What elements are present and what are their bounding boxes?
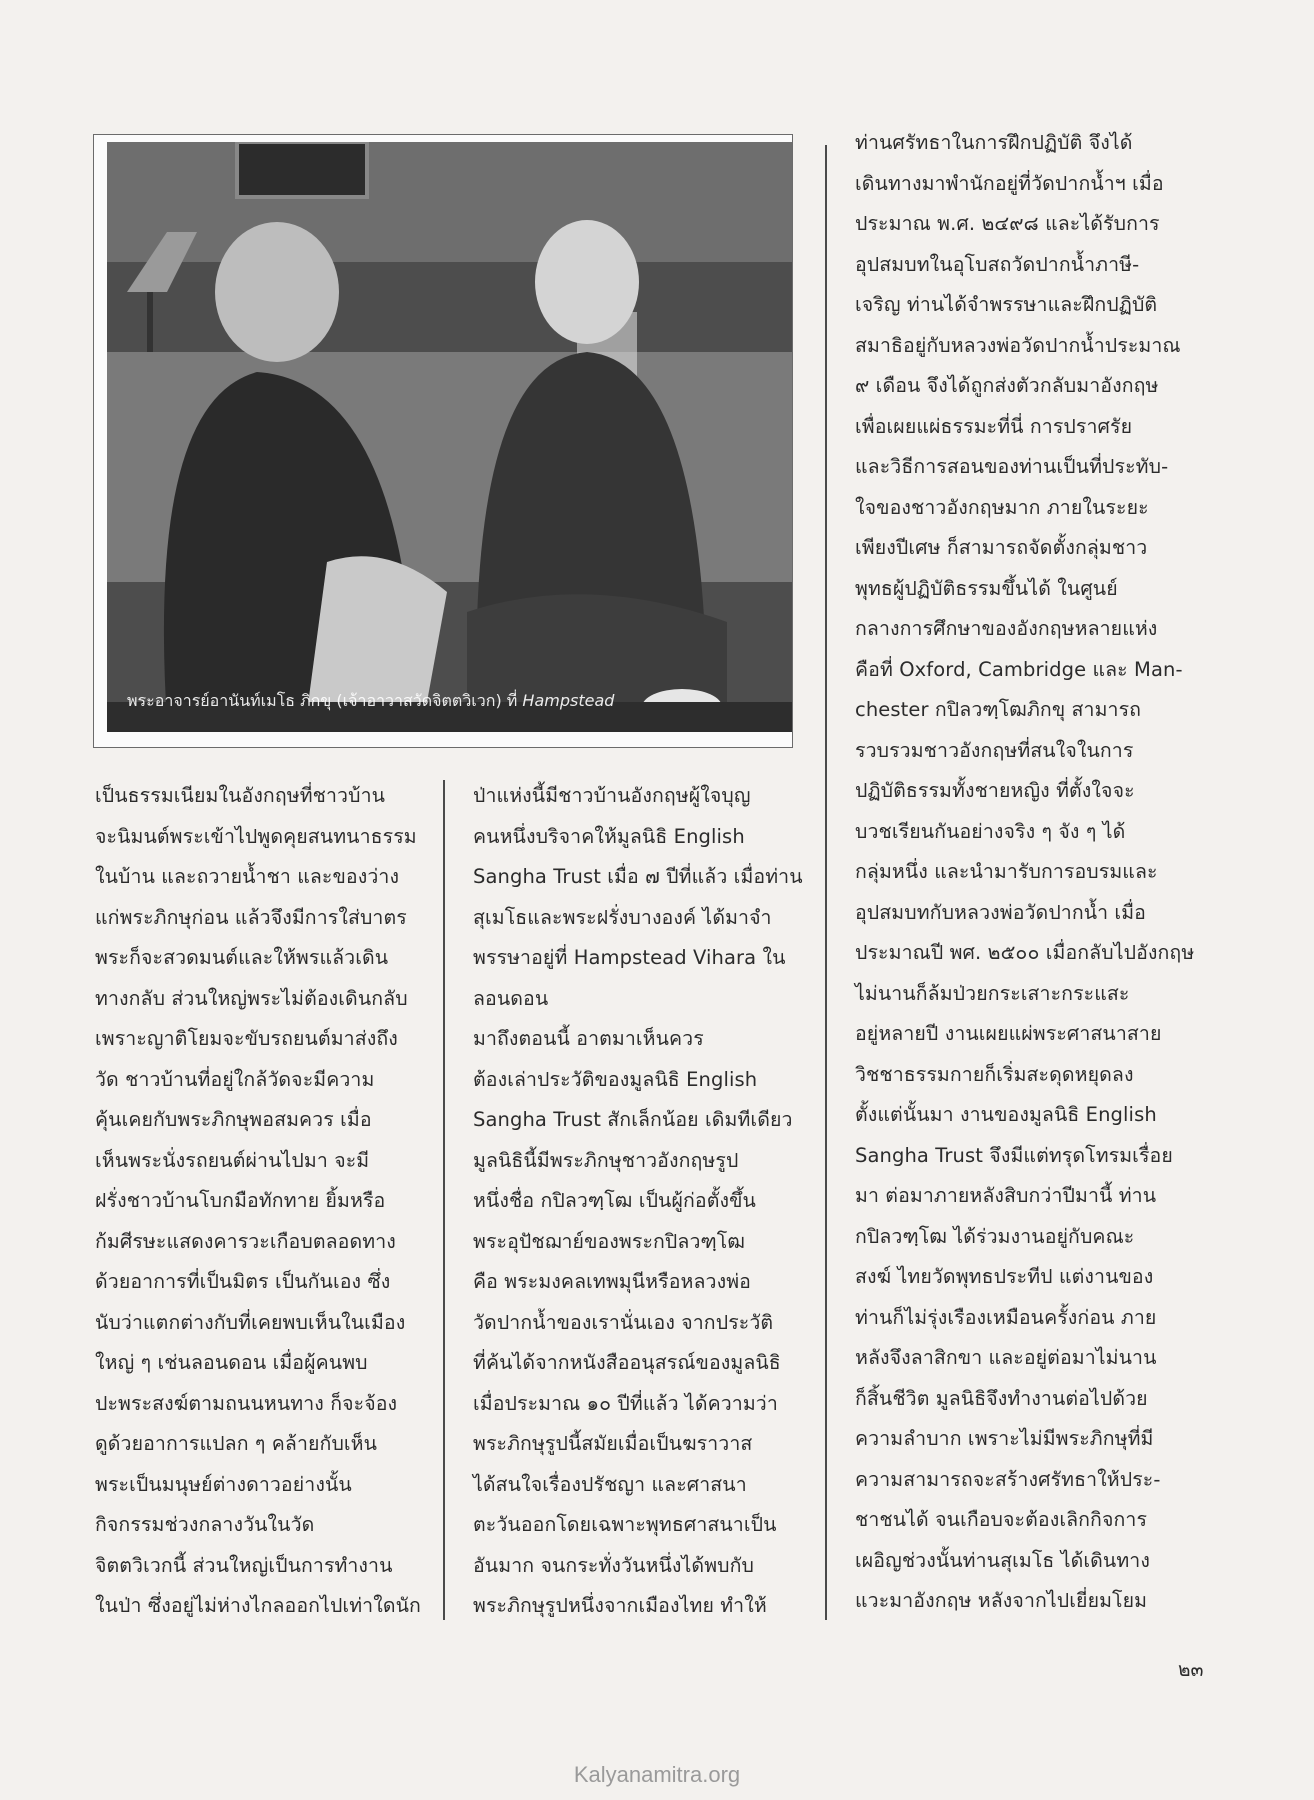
text-line: ประมาณ พ.ศ. ๒๔๙๘ และได้รับการ [855, 212, 1160, 235]
text-line: คนหนึ่งบริจาคให้มูลนิธิ English [473, 824, 745, 848]
text-line: พระเป็นมนุษย์ต่างดาวอย่างนั้น [95, 1472, 352, 1496]
text-line: คือที่ Oxford, Cambridge และ Man- [855, 657, 1183, 681]
text-line: เป็นธรรมเนียมในอังกฤษที่ชาวบ้าน [95, 784, 386, 807]
text-line: เพราะญาติโยมจะขับรถยนต์มาส่งถึง [95, 1027, 398, 1050]
text-line: ดูด้วยอาการแปลก ๆ คล้ายกับเห็น [95, 1432, 378, 1455]
text-line: ในป่า ซึ่งอยู่ไม่ห่างไกลออกไปเท่าใดนัก [95, 1594, 421, 1617]
text-line: ลอนดอน [473, 986, 549, 1010]
text-line: หลังจึงลาสิกขา และอยู่ต่อมาไม่นาน [855, 1346, 1157, 1369]
text-line: สมาธิอยู่กับหลวงพ่อวัดปากน้ำประมาณ [855, 333, 1181, 357]
text-line: ชาชนได้ จนเกือบจะต้องเลิกกิจการ [855, 1508, 1148, 1531]
text-line: เห็นพระนั่งรถยนต์ผ่านไปมา จะมี [95, 1148, 370, 1172]
text-line: กลางการศึกษาของอังกฤษหลายแห่ง [855, 617, 1158, 640]
text-line: ต้องเล่าประวัติของมูลนิธิ English [473, 1067, 758, 1091]
text-line: Sangha Trust เมื่อ ๗ ปีที่แล้ว เมื่อท่าน [473, 865, 803, 888]
text-line: บวชเรียนกันอย่างจริง ๆ จัง ๆ ได้ [855, 819, 1126, 843]
text-line: คือ พระมงคลเทพมุนีหรือหลวงพ่อ [473, 1270, 751, 1293]
text-line: ปะพระสงฆ์ตามถนนหนทาง ก็จะจ้อง [95, 1391, 398, 1415]
text-line: พระก็จะสวดมนต์และให้พรแล้วเดิน [95, 946, 389, 969]
text-line: ความลำบาก เพราะไม่มีพระภิกษุที่มี [855, 1427, 1154, 1450]
text-line: เมื่อประมาณ ๑๐ ปีที่แล้ว ได้ความว่า [473, 1391, 778, 1415]
text-line: กลุ่มหนึ่ง และนำมารับการอบรมและ [855, 860, 1158, 883]
text-line: จิตตวิเวกนี้ ส่วนใหญ่เป็นการทำงาน [95, 1553, 393, 1577]
text-line: หนึ่งชื่อ กปิลวฑฺโฒ เป็นผู้ก่อตั้งขึ้น [473, 1189, 756, 1212]
text-line: ตั้งแต่นั้นมา งานของมูลนิธิ English [855, 1103, 1157, 1126]
text-line: ในบ้าน และถวายน้ำชา และของว่าง [95, 865, 400, 888]
text-line: ความสามารถจะสร้างศรัทธาให้ประ- [855, 1467, 1161, 1491]
text-column-right [855, 123, 1195, 1622]
text-line: ก้มศีรษะแสดงคารวะเกือบตลอดทาง [95, 1229, 396, 1253]
text-line: ป่าแห่งนี้มีชาวบ้านอังกฤษผู้ใจบุญ [473, 784, 751, 807]
text-line: อันมาก จนกระทั่งวันหนึ่งได้พบกับ [473, 1553, 755, 1577]
text-line: ๙ เดือน จึงได้ถูกส่งตัวกลับมาอังกฤษ [855, 374, 1159, 397]
text-line: ที่ค้นได้จากหนังสืออนุสรณ์ของมูลนิธิ [473, 1351, 781, 1374]
text-line: Sangha Trust สักเล็กน้อย เดิมทีเดียว [473, 1108, 793, 1131]
text-line: มาถึงตอนนี้ อาตมาเห็นควร [473, 1027, 704, 1050]
text-line: แก่พระภิกษุก่อน แล้วจึงมีการใส่บาตร [95, 905, 407, 929]
text-line: กิจกรรมช่วงกลางวันในวัด [95, 1513, 315, 1536]
text-line: มูลนิธินี้มีพระภิกษุชาวอังกฤษรูป [473, 1148, 739, 1172]
photo-figure [93, 134, 793, 748]
text-line: และวิธีการสอนของท่านเป็นที่ประทับ- [855, 455, 1169, 478]
photo-illustration [107, 142, 792, 732]
text-line: พระภิกษุรูปนี้สมัยเมื่อเป็นฆราวาส [473, 1432, 753, 1455]
photo-caption-place: Hampstead [522, 691, 615, 710]
text-line: ท่านศรัทธาในการฝึกปฏิบัติ จึงได้ [855, 131, 1133, 154]
text-line: จะนิมนต์พระเข้าไปพูดคุยสนทนาธรรม [95, 824, 417, 848]
text-column-middle [473, 776, 803, 1627]
text-line: มา ต่อมาภายหลังสิบกว่าปีมานี้ ท่าน [855, 1184, 1157, 1207]
text-line: คุ้นเคยกับพระภิกษุพอสมควร เมื่อ [95, 1108, 372, 1131]
text-line: ทางกลับ ส่วนใหญ่พระไม่ต้องเดินกลับ [95, 986, 408, 1010]
text-line: ฝรั่งชาวบ้านโบกมือทักทาย ยิ้มหรือ [95, 1189, 386, 1212]
text-line: อยู่หลายปี งานเผยแผ่พระศาสนาสาย [855, 1022, 1162, 1045]
text-line: พระภิกษุรูปหนึ่งจากเมืองไทย ทำให้ [473, 1594, 767, 1617]
text-line: สุเมโธและพระฝรั่งบางองค์ ได้มาจำ [473, 905, 772, 929]
text-line: เผอิญช่วงนั้นท่านสุเมโธ ได้เดินทาง [855, 1548, 1150, 1572]
text-line: พระอุปัชฌาย์ของพระกปิลวฑฺโฒ [473, 1229, 746, 1253]
text-column-left [95, 776, 425, 1627]
text-line: ไม่นานก็ล้มป่วยกระเสาะกระแสะ [855, 981, 1130, 1005]
watermark: Kalyanamitra.org [573, 1762, 741, 1787]
text-line: พรรษาอยู่ที่ Hampstead Vihara ใน [473, 946, 786, 969]
column-divider-left [443, 780, 445, 1620]
text-line: ได้สนใจเรื่องปรัชญา และศาสนา [473, 1472, 747, 1496]
text-line: ใจของชาวอังกฤษมาก ภายในระยะ [855, 495, 1149, 519]
text-line: สงฆ์ ไทยวัดพุทธประทีป แต่งานของ [855, 1265, 1154, 1288]
text-line: ก็สิ้นชีวิต มูลนิธิจึงทำงานต่อไปด้วย [855, 1386, 1148, 1410]
text-line: chester กปิลวฑฺโฒภิกขุ สามารถ [855, 698, 1142, 721]
text-line: พุทธผู้ปฏิบัติธรรมขึ้นได้ ในศูนย์ [855, 576, 1118, 600]
text-line: วัด ชาวบ้านที่อยู่ใกล้วัดจะมีความ [95, 1067, 375, 1091]
text-line: ใหญ่ ๆ เช่นลอนดอน เมื่อผู้คนพบ [95, 1351, 368, 1374]
text-line: ประมาณปี พศ. ๒๕๐๐ เมื่อกลับไปอังกฤษ [855, 941, 1195, 964]
text-line: เดินทางมาพำนักอยู่ที่วัดปากน้ำฯ เมื่อ [855, 171, 1164, 195]
text-line: อุปสมบทกับหลวงพ่อวัดปากน้ำ เมื่อ [855, 900, 1146, 924]
text-line: ตะวันออกโดยเฉพาะพุทธศาสนาเป็น [473, 1513, 777, 1536]
text-line: ท่านก็ไม่รุ่งเรืองเหมือนครั้งก่อน ภาย [855, 1305, 1157, 1329]
photo-caption [127, 689, 782, 714]
text-line: วิชชาธรรมกายก็เริ่มสะดุดหยุดลง [855, 1062, 1134, 1086]
text-line: รวบรวมชาวอังกฤษที่สนใจในการ [855, 738, 1134, 762]
text-line: อุปสมบทในอุโบสถวัดปากน้ำภาษี- [855, 252, 1140, 276]
column-divider-right [825, 145, 827, 1620]
text-line: เจริญ ท่านได้จำพรรษาและฝึกปฏิบัติ [855, 293, 1158, 316]
text-line: นับว่าแตกต่างกับที่เคยพบเห็นในเมือง [95, 1310, 406, 1334]
text-line: แวะมาอังกฤษ หลังจากไปเยี่ยมโยม [855, 1589, 1148, 1612]
text-line: กปิลวฑฺโฒ ได้ร่วมงานอยู่กับคณะ [855, 1224, 1135, 1248]
text-line: Sangha Trust จึงมีแต่ทรุดโทรมเรื่อย [855, 1143, 1173, 1167]
text-line: เพื่อเผยแผ่ธรรมะที่นี่ การปราศรัย [855, 414, 1133, 438]
text-line: เพียงปีเศษ ก็สามารถจัดตั้งกลุ่มชาว [855, 536, 1148, 559]
text-line: วัดปากน้ำของเรานั่นเอง จากประวัติ [473, 1310, 774, 1334]
photo-caption-text: พระอาจารย์อานันท์เมโธ ภิกขุ (เจ้าอาวาสวัดจิตตวิเวก) ที่ [127, 691, 518, 710]
monks-photo [107, 142, 792, 732]
text-line: ปฏิบัติธรรมทั้งชายหญิง ที่ตั้งใจจะ [855, 779, 1135, 802]
text-line: ด้วยอาการที่เป็นมิตร เป็นกันเอง ซึ่ง [95, 1270, 391, 1293]
page-number: ๒๓ [1178, 1659, 1204, 1681]
